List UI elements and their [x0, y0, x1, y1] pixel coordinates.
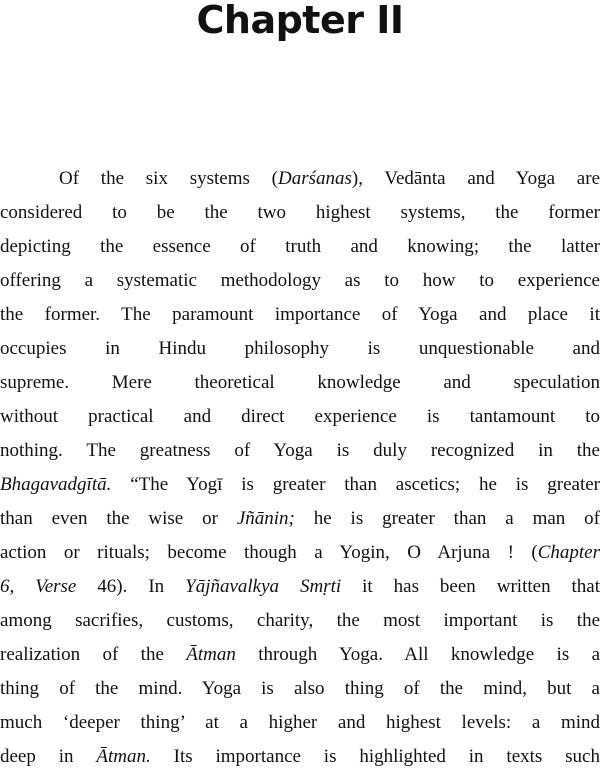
text-line	[0, 672, 600, 706]
text-line	[0, 468, 600, 502]
text-line	[0, 570, 600, 604]
text-run: occupies in Hindu philosophy is unquestionable and	[0, 338, 600, 359]
text-line	[0, 502, 600, 536]
text-line	[0, 706, 600, 740]
text-run: depicting the essence of truth and knowing; the latter	[0, 236, 600, 257]
text-line	[0, 400, 600, 434]
text-line	[0, 230, 600, 264]
text-line	[0, 332, 600, 366]
text-run: the former. The paramount importance of Yoga and place it	[0, 304, 600, 325]
chapter-title: Chapter II	[196, 0, 404, 42]
text-line	[0, 162, 600, 196]
text-run: 46). In	[76, 576, 186, 597]
italic-text: Ātman.	[96, 746, 151, 767]
text-line	[0, 366, 600, 400]
text-run: than even the wise or	[0, 508, 237, 529]
italic-text: Yājñavalkya Smṛti	[185, 576, 342, 597]
text-run: it has been written that	[341, 576, 600, 597]
italic-text: Bhagavadgītā.	[0, 474, 112, 495]
text-run: much ‘deeper thing’ at a higher and highest levels: a mind	[0, 712, 600, 733]
text-run: deep in	[0, 746, 97, 767]
text-line	[0, 604, 600, 638]
text-run: realization of the	[0, 644, 187, 665]
text-line	[0, 298, 600, 332]
text-run: through Yoga. All knowledge is a	[235, 644, 600, 665]
text-run: nothing. The greatness of Yoga is duly recognized in the	[0, 440, 600, 461]
text-line	[0, 264, 600, 298]
italic-text: Ātman	[186, 644, 236, 665]
text-run: “The Yogī is greater than ascetics; he is greater	[111, 474, 600, 495]
text-run: without practical and direct experience is tantamount to	[0, 406, 600, 427]
text-run: action or rituals; become though a Yogin, O Arjuna ! (	[0, 542, 538, 563]
italic-text: Jñānin;	[236, 508, 295, 529]
text-run: supreme. Mere theoretical knowledge and speculation	[0, 372, 600, 393]
text-run: ), Vedānta and Yoga are	[351, 168, 600, 189]
italic-text: 6, Verse	[0, 576, 77, 597]
body-paragraph	[0, 162, 600, 774]
text-line	[0, 196, 600, 230]
text-run: offering a systematic methodology as to how to experience	[0, 270, 600, 291]
text-run: he is greater than a man of	[294, 508, 600, 529]
text-run: Its importance is highlighted in texts such	[150, 746, 600, 767]
text-run: considered to be the two highest systems, the former	[0, 202, 600, 223]
text-line	[0, 536, 600, 570]
text-line	[0, 740, 600, 774]
text-run: Of the six systems (	[59, 168, 278, 189]
italic-text: Chapter	[537, 542, 600, 563]
text-run: among sacrifies, customs, charity, the most important is the	[0, 610, 600, 631]
text-run: thing of the mind. Yoga is also thing of the mind, but a	[0, 678, 600, 699]
italic-text: Darśanas	[277, 168, 352, 189]
text-line	[0, 638, 600, 672]
text-line	[0, 434, 600, 468]
